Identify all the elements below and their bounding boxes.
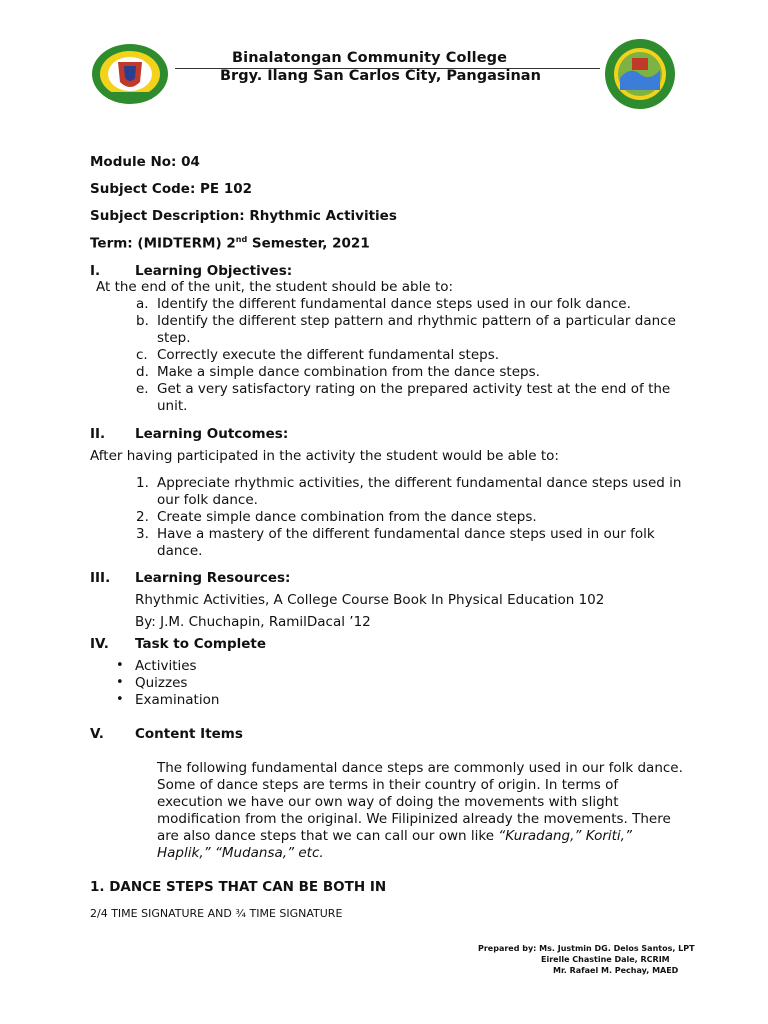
outcome-marker-3: 3. — [136, 526, 149, 542]
content-paragraph-line: Some of dance steps are terms in their country of origin. In terms of — [157, 777, 619, 793]
outcome-3-cont: dance. — [157, 543, 203, 559]
section3-numeral: III. — [90, 570, 111, 586]
section2-title: Learning Outcomes: — [135, 426, 289, 442]
objective-marker-b: b. — [136, 313, 149, 329]
section2-numeral: II. — [90, 426, 106, 442]
bullet-icon: • — [116, 692, 124, 707]
content-paragraph-italic-cont: Haplik,” “Mudansa,” etc. — [157, 845, 324, 861]
subsection-subtitle: 2/4 TIME SIGNATURE AND ¾ TIME SIGNATURE — [90, 907, 343, 920]
bullet-icon: • — [116, 675, 124, 690]
outcome-1-cont: our folk dance. — [157, 492, 258, 508]
content-paragraph-line: execution we have our own way of doing the movements with slight — [157, 794, 619, 810]
objective-d: Make a simple dance combination from the dance steps. — [157, 364, 540, 380]
task-item: Examination — [135, 692, 220, 708]
content-paragraph-text: are also dance steps that we can call our own like — [157, 828, 499, 844]
bullet-icon: • — [116, 658, 124, 673]
term-prefix: Term: (MIDTERM) 2 — [90, 235, 236, 252]
content-paragraph-line — [157, 828, 632, 845]
subject-description: Subject Description: Rhythmic Activities — [90, 208, 397, 224]
term — [90, 235, 370, 252]
content-paragraph-line: The following fundamental dance steps are commonly used in our folk dance. — [157, 760, 683, 776]
outcome-marker-2: 2. — [136, 509, 149, 525]
outcome-1: Appreciate rhythmic activities, the different fundamental dance steps used in — [157, 475, 682, 491]
section5-numeral: V. — [90, 726, 104, 742]
content-paragraph-line: modification from the original. We Filipinized already the movements. There — [157, 811, 671, 827]
footer-author-2: Eirelle Chastine Dale, RCRIM — [541, 955, 670, 964]
subject-code: Subject Code: PE 102 — [90, 181, 253, 197]
objective-b-cont: step. — [157, 330, 191, 346]
subsection-title: 1. DANCE STEPS THAT CAN BE BOTH IN — [90, 879, 387, 895]
footer-prepared-by: Prepared by: Ms. Justmin DG. Delos Santos, LPT — [478, 944, 695, 953]
section3-title: Learning Resources: — [135, 570, 291, 586]
objective-marker-e: e. — [136, 381, 149, 397]
section1-title: Learning Objectives: — [135, 263, 293, 279]
objective-marker-a: a. — [136, 296, 149, 312]
college-address: Brgy. Ilang San Carlos City, Pangasinan — [220, 68, 541, 84]
module-number: Module No: 04 — [90, 154, 200, 170]
objective-b: Identify the different step pattern and rhythmic pattern of a particular dance — [157, 313, 676, 329]
objective-c: Correctly execute the different fundamental steps. — [157, 347, 500, 363]
college-logo-left — [90, 42, 170, 106]
resource-book: Rhythmic Activities, A College Course Book In Physical Education 102 — [135, 592, 605, 608]
content-paragraph-italic: “Kuradang,” Koriti,” — [498, 828, 632, 844]
term-suffix: Semester, 2021 — [247, 235, 370, 252]
section5-title: Content Items — [135, 726, 243, 742]
objective-marker-d: d. — [136, 364, 149, 380]
section2-intro: After having participated in the activity the student would be able to: — [90, 448, 559, 464]
task-item: Activities — [135, 658, 197, 674]
section4-title: Task to Complete — [135, 636, 267, 652]
section1-intro: At the end of the unit, the student should be able to: — [96, 279, 454, 295]
term-superscript: nd — [235, 235, 248, 244]
resource-authors: By: J.M. Chuchapin, RamilDacal ’12 — [135, 614, 371, 630]
outcome-2: Create simple dance combination from the dance steps. — [157, 509, 537, 525]
outcome-marker-1: 1. — [136, 475, 149, 491]
task-item: Quizzes — [135, 675, 188, 691]
objective-a: Identify the different fundamental dance steps used in our folk dance. — [157, 296, 631, 312]
city-seal-right — [604, 38, 676, 110]
objective-marker-c: c. — [136, 347, 148, 363]
outcome-3: Have a mastery of the different fundamental dance steps used in our folk — [157, 526, 655, 542]
objective-e-cont: unit. — [157, 398, 188, 414]
section1-numeral: I. — [90, 263, 101, 279]
footer-author-3: Mr. Rafael M. Pechay, MAED — [553, 966, 679, 975]
objective-e: Get a very satisfactory rating on the prepared activity test at the end of the — [157, 381, 671, 397]
college-name: Binalatongan Community College — [232, 50, 508, 66]
section4-numeral: IV. — [90, 636, 109, 652]
